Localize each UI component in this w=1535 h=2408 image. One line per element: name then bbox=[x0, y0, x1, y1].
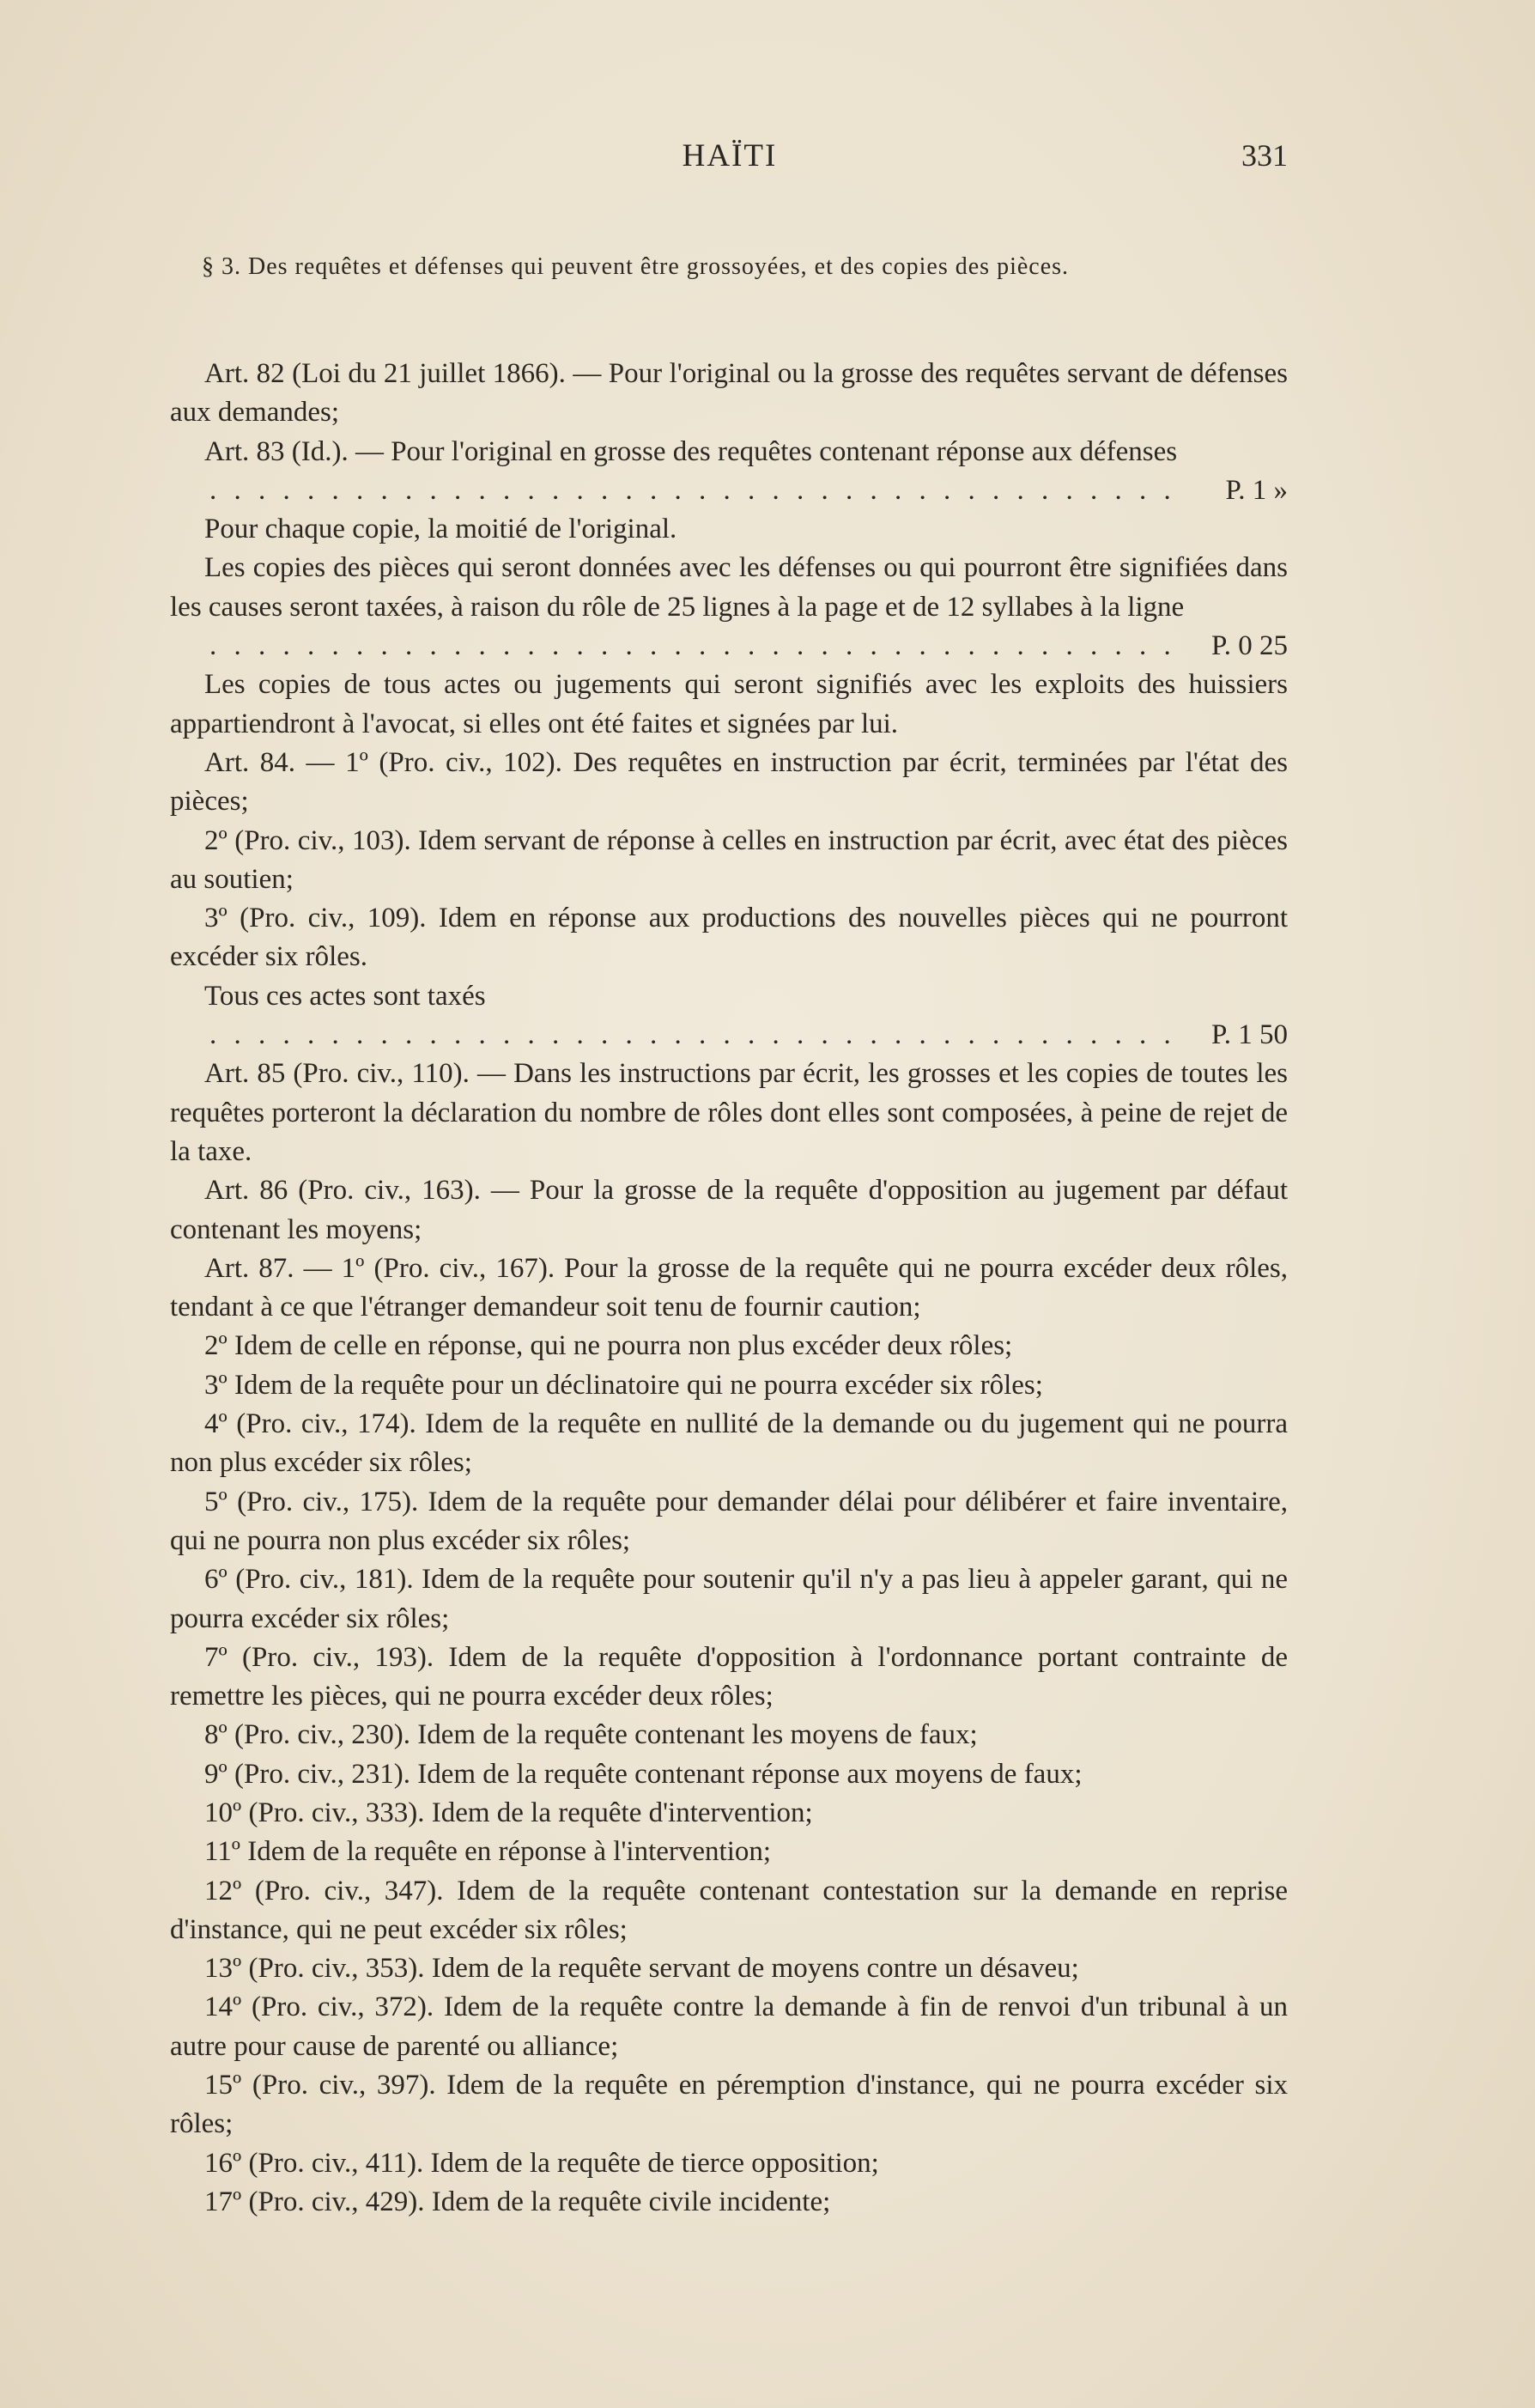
body-text bbox=[170, 355, 1288, 2222]
paragraph-art-86: Art. 86 (Pro. civ., 163). — Pour la grosse de la requête d'opposition au jugement par défaut contenant les moyens; bbox=[170, 1175, 1288, 1245]
page-number: 331 bbox=[1241, 138, 1288, 173]
paragraph-art-83 bbox=[170, 433, 1288, 511]
paragraph-copie: Pour chaque copie, la moitié de l'original. bbox=[204, 514, 677, 545]
paragraph-art-87-6: 6º (Pro. civ., 181). Idem de la requête pour soutenir qu'il n'y a pas lieu à appeler garant, qui ne pourra excéder six rôles; bbox=[170, 1564, 1288, 1634]
paragraph-art-87-10: 10º (Pro. civ., 333). Idem de la requête d'intervention; bbox=[204, 1797, 813, 1828]
paragraph-text: Art. 83 (Id.). — Pour l'original en grosse des requêtes contenant réponse aux défenses bbox=[204, 435, 1178, 467]
paragraph-art-87-13: 13º (Pro. civ., 353). Idem de la requête servant de moyens contre un désaveu; bbox=[204, 1953, 1079, 1985]
paragraph-art-84-2: 2º (Pro. civ., 103). Idem servant de réponse à celles en instruction par écrit, avec état des pièces au soutien; bbox=[170, 824, 1288, 895]
paragraph-text: Tous ces actes sont taxés bbox=[204, 980, 486, 1012]
paragraph-art-87-14: 14º (Pro. civ., 372). Idem de la requête contre la demande à fin de renvoi d'un tribunal à un autre pour cause de parenté ou alliance; bbox=[170, 1991, 1288, 2062]
paragraph-art-87-11: 11º Idem de la requête en réponse à l'intervention; bbox=[204, 1836, 772, 1868]
paragraph-art-87-15: 15º (Pro. civ., 397). Idem de la requête en péremption d'instance, qui ne pourra excéder six rôles; bbox=[170, 2070, 1288, 2140]
paragraph-art-87-2: 2º Idem de celle en réponse, qui ne pourra non plus excéder deux rôles; bbox=[204, 1330, 1013, 1362]
paragraph-art-87-9: 9º (Pro. civ., 231). Idem de la requête contenant réponse aux moyens de faux; bbox=[204, 1758, 1083, 1790]
paragraph-art-87-1: Art. 87. — 1º (Pro. civ., 167). Pour la grosse de la requête qui ne pourra excéder deux rôles, tendant à ce que l'étranger demandeur soit tenu de fournir caution; bbox=[170, 1252, 1288, 1323]
paragraph-copies-pieces bbox=[170, 549, 1288, 666]
section-heading: § 3. Des requêtes et défenses qui peuvent être grossoyées, et des copies des pièces. bbox=[202, 253, 1070, 280]
paragraph-art-85: Art. 85 (Pro. civ., 110). — Dans les instructions par écrit, les grosses et les copies de toutes les requêtes porteront la déclaration du nombre de rôles dont elles sont composées, à peine de rejet de la taxe. bbox=[170, 1058, 1288, 1167]
tariff-price: P. 0 25 bbox=[1211, 630, 1288, 662]
paragraph-art-87-16: 16º (Pro. civ., 411). Idem de la requête de tierce opposition; bbox=[204, 2147, 879, 2179]
running-title: HAÏTI bbox=[682, 138, 778, 173]
tariff-price: P. 1 50 bbox=[1211, 1019, 1288, 1051]
paragraph-art-87-8: 8º (Pro. civ., 230). Idem de la requête contenant les moyens de faux; bbox=[204, 1719, 978, 1751]
paragraph-art-84-3: 3º (Pro. civ., 109). Idem en réponse aux productions des nouvelles pièces qui ne pourront excéder six rôles. bbox=[170, 903, 1288, 973]
paragraph-copies-actes: Les copies de tous actes ou jugements qui seront signifiés avec les exploits des huissiers appartiendront à l'avocat, si elles ont été faites et signées par lui. bbox=[170, 669, 1288, 739]
paragraph-art-87-17: 17º (Pro. civ., 429). Idem de la requête civile incidente; bbox=[204, 2186, 831, 2217]
paragraph-art-87-4: 4º (Pro. civ., 174). Idem de la requête en nullité de la demande ou du jugement qui ne pourra non plus excéder six rôles; bbox=[170, 1408, 1288, 1479]
paragraph-art-84-1: Art. 84. — 1º (Pro. civ., 102). Des requêtes en instruction par écrit, terminées par l'état des pièces; bbox=[170, 746, 1288, 818]
dot-leader bbox=[175, 1016, 1172, 1055]
dot-leader bbox=[175, 471, 1186, 510]
dot-leader bbox=[175, 627, 1172, 666]
paragraph-text: Les copies des pièces qui seront données avec les défenses ou qui pourront être signifiées dans les causes seront taxées, à raison du rôle de 25 lignes à la page et de 12 syllabes à la ligne bbox=[170, 552, 1288, 623]
paragraph-art-82: Art. 82 (Loi du 21 juillet 1866). — Pour l'original ou la grosse des requêtes servant de défenses aux demandes; bbox=[170, 358, 1288, 429]
paragraph-art-87-3: 3º Idem de la requête pour un déclinatoire qui ne pourra excéder six rôles; bbox=[204, 1369, 1043, 1401]
page-header bbox=[172, 137, 1288, 189]
paragraph-art-87-12: 12º (Pro. civ., 347). Idem de la requête contenant contestation sur la demande en reprise d'instance, qui ne peut excéder six rôles; bbox=[170, 1875, 1288, 1945]
paragraph-art-87-7: 7º (Pro. civ., 193). Idem de la requête d'opposition à l'ordonnance portant contrainte de remettre les pièces, qui ne pourra excéder deux rôles; bbox=[170, 1641, 1288, 1712]
paragraph-tous-ces-actes bbox=[170, 977, 1288, 1055]
tariff-price: P. 1 » bbox=[1225, 474, 1288, 506]
paragraph-art-87-5: 5º (Pro. civ., 175). Idem de la requête pour demander délai pour délibérer et faire inventaire, qui ne pourra non plus excéder six rôles; bbox=[170, 1486, 1288, 1556]
